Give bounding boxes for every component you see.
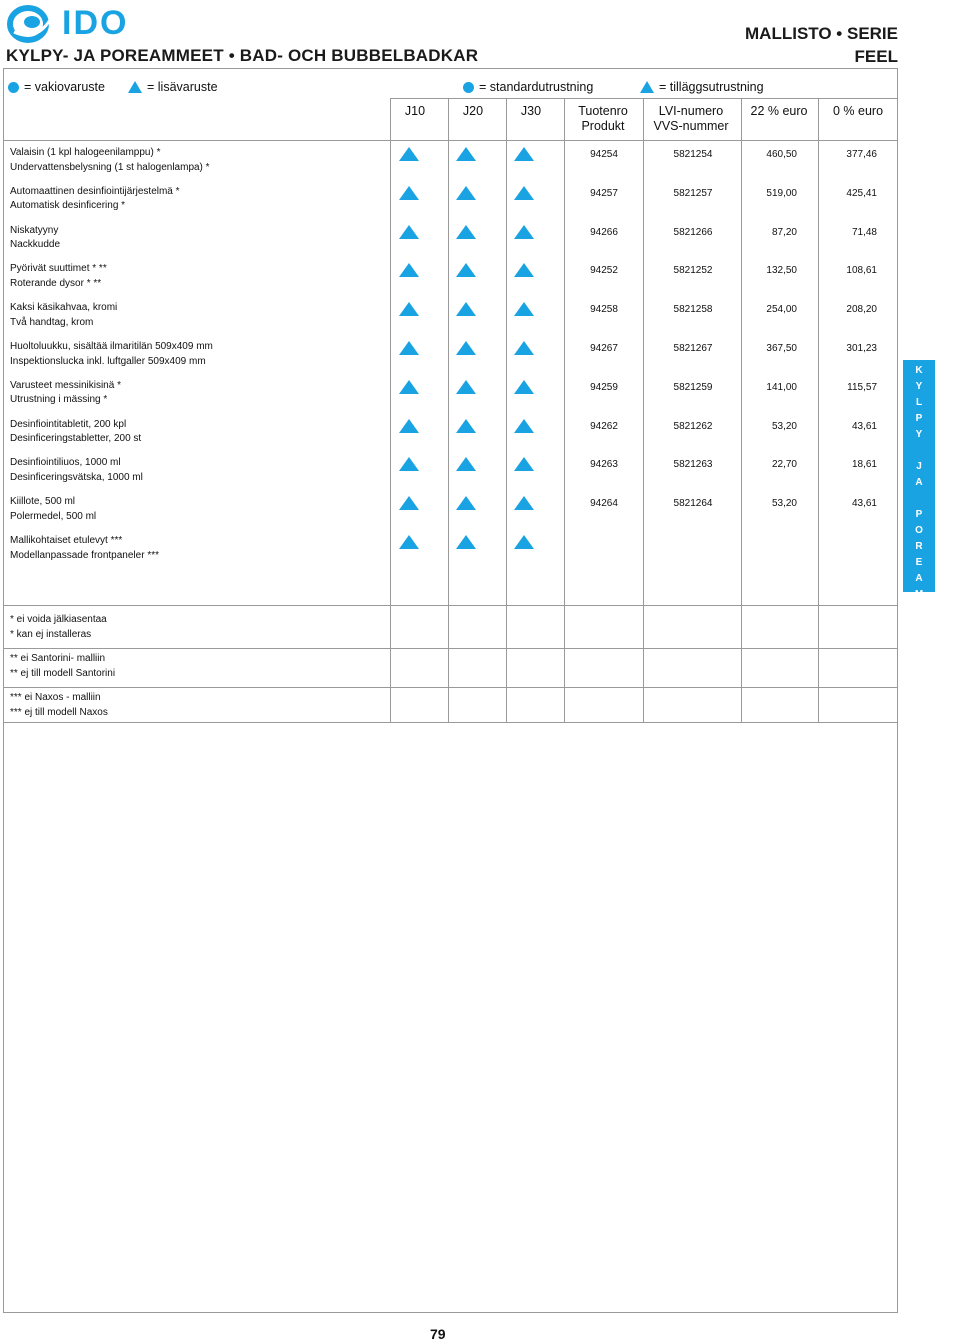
- optional-triangle-icon: [456, 535, 476, 549]
- sidebar-letter: R: [915, 541, 923, 552]
- item-name-sv: Automatisk desinficering *: [10, 200, 126, 212]
- sidebar-letter: L: [915, 397, 923, 408]
- price-novat: 18,61: [851, 459, 877, 471]
- item-description: [10, 146, 210, 175]
- page-title: KYLPY- JA POREAMMEET • BAD- OCH BUBBELBADKAR: [6, 46, 479, 65]
- item-description: [10, 301, 117, 330]
- standard-dot-icon: [463, 82, 474, 93]
- footnote-fi: * ei voida jälkiasentaa: [10, 614, 107, 625]
- price-vat: 254,00: [766, 304, 797, 316]
- legend-fi-standard: [8, 80, 105, 94]
- item-name-fi: Pyörivät suuttimet * **: [10, 263, 107, 275]
- optional-triangle-icon: [514, 419, 534, 433]
- optional-triangle-icon: [456, 147, 476, 161]
- footnote: [10, 652, 115, 681]
- logo-text: IDO: [62, 4, 129, 42]
- product-number: 94267: [590, 343, 618, 354]
- lvi-number: 5821254: [673, 149, 713, 160]
- optional-triangle-icon: [399, 496, 419, 510]
- sidebar-letter: E: [915, 637, 923, 648]
- optional-triangle-icon: [456, 419, 476, 433]
- column-divider: [448, 98, 449, 722]
- item-name-fi: Varusteet messinikisinä *: [10, 379, 121, 391]
- price-vat: 141,00: [766, 381, 797, 393]
- price-novat: 71,48: [851, 226, 877, 238]
- legend-sv-standard: [463, 80, 593, 94]
- footnote: [10, 691, 108, 720]
- table-frame: [3, 68, 898, 1313]
- col-header-product-fi: Tuotenro: [578, 104, 628, 118]
- divider: [390, 98, 898, 99]
- item-name-fi: Kaksi käsikahvaa, kromi: [10, 302, 118, 314]
- item-description: [10, 185, 180, 214]
- optional-triangle-icon: [514, 535, 534, 549]
- product-number: 94263: [590, 459, 618, 471]
- optional-triangle-icon: [514, 302, 534, 316]
- footnote-sv: * kan ej installeras: [10, 628, 92, 640]
- collection-line2: FEEL: [854, 47, 898, 66]
- col-header-j30: J30: [520, 104, 542, 118]
- optional-triangle-icon: [456, 496, 476, 510]
- lvi-number: 5821257: [673, 187, 713, 199]
- optional-triangle-icon: [399, 225, 419, 239]
- lvi-number: 5821258: [673, 304, 713, 316]
- col-header-price-vat: 22 % euro: [750, 104, 808, 118]
- col-header-lvi-sv: VVS-nummer: [653, 119, 729, 133]
- page-number: 79: [430, 1326, 446, 1342]
- price-novat: 301,23: [846, 343, 877, 354]
- item-name-sv: Modellanpassade frontpaneler ***: [10, 549, 159, 561]
- item-description: [10, 379, 121, 408]
- product-number: 94264: [590, 498, 618, 510]
- item-name-fi: Automaattinen desinfiointijärjestelmä *: [10, 185, 180, 197]
- sidebar-letter: [903, 443, 935, 459]
- price-vat: 367,50: [766, 343, 797, 354]
- optional-triangle-icon: [456, 457, 476, 471]
- item-name-fi: Kiillote, 500 ml: [10, 496, 76, 508]
- optional-triangle-icon: [640, 81, 654, 93]
- footnote-sv: *** ej till modell Naxos: [10, 706, 108, 718]
- item-name-fi: Desinfiointitabletit, 200 kpl: [10, 418, 127, 430]
- optional-triangle-icon: [514, 341, 534, 355]
- optional-triangle-icon: [399, 535, 419, 549]
- legend-label: = tilläggsutrustning: [659, 80, 764, 94]
- item-description: [10, 495, 96, 524]
- col-header-j20: J20: [462, 104, 484, 118]
- optional-triangle-icon: [399, 147, 419, 161]
- sidebar-tab: [903, 360, 935, 664]
- optional-triangle-icon: [514, 380, 534, 394]
- price-vat: 519,00: [766, 187, 797, 199]
- item-description: [10, 534, 159, 563]
- item-description: [10, 340, 213, 369]
- col-header-lvi: [645, 104, 737, 134]
- item-description: [10, 418, 141, 447]
- column-divider: [643, 98, 644, 722]
- optional-triangle-icon: [128, 81, 142, 93]
- lvi-number: 5821252: [673, 265, 713, 277]
- optional-triangle-icon: [399, 341, 419, 355]
- sidebar-letter: O: [915, 525, 923, 536]
- item-name-fi: Desinfiointiliuos, 1000 ml: [10, 457, 121, 469]
- lvi-number: 5821266: [673, 226, 713, 238]
- sidebar-letter: Y: [915, 381, 923, 392]
- optional-triangle-icon: [456, 186, 476, 200]
- column-divider: [390, 98, 391, 722]
- sidebar-letter: Y: [915, 429, 923, 440]
- col-header-j10: J10: [404, 104, 426, 118]
- optional-triangle-icon: [456, 302, 476, 316]
- col-header-lvi-fi: LVI-numero: [658, 104, 724, 118]
- legend-label: = vakiovaruste: [24, 80, 105, 94]
- optional-triangle-icon: [456, 263, 476, 277]
- divider: [3, 140, 898, 141]
- footnote-sv: ** ej till modell Santorini: [10, 667, 116, 679]
- collection-line1: MALLISTO • SERIE: [745, 24, 898, 43]
- price-novat: 425,41: [846, 187, 877, 199]
- item-name-sv: Nackkudde: [10, 239, 61, 251]
- column-divider: [564, 98, 565, 722]
- optional-triangle-icon: [514, 457, 534, 471]
- product-number: 94262: [590, 420, 618, 432]
- price-novat: 208,20: [846, 304, 877, 316]
- price-vat: 53,20: [771, 498, 797, 510]
- optional-triangle-icon: [514, 147, 534, 161]
- sidebar-letter: P: [915, 509, 923, 520]
- item-name-sv: Polermedel, 500 ml: [10, 510, 97, 522]
- collection-title: [745, 22, 898, 68]
- sidebar-letter: [903, 491, 935, 507]
- price-vat: 460,50: [766, 149, 797, 160]
- item-name-fi: Mallikohtaiset etulevyt ***: [10, 535, 123, 546]
- price-novat: 115,57: [847, 381, 877, 393]
- divider: [3, 605, 898, 606]
- price-vat: 87,20: [771, 226, 797, 238]
- sidebar-letter: P: [915, 413, 923, 424]
- divider: [3, 687, 898, 688]
- product-number: 94252: [590, 265, 618, 277]
- optional-triangle-icon: [456, 341, 476, 355]
- optional-triangle-icon: [399, 419, 419, 433]
- product-number: 94258: [590, 304, 618, 316]
- lvi-number: 5821259: [673, 381, 713, 393]
- optional-triangle-icon: [399, 302, 419, 316]
- lvi-number: 5821267: [673, 343, 713, 354]
- price-vat: 22,70: [771, 459, 797, 471]
- sidebar-letter: E: [915, 621, 923, 632]
- col-header-product-sv: Produkt: [581, 119, 625, 133]
- price-novat: 43,61: [851, 420, 877, 432]
- standard-dot-icon: [8, 82, 19, 93]
- sidebar-letter: A: [915, 477, 923, 488]
- item-description: [10, 262, 107, 291]
- item-description: [10, 224, 60, 253]
- legend-sv-optional: [640, 80, 764, 94]
- col-header-product: [565, 104, 641, 134]
- item-name-sv: Två handtag, krom: [10, 316, 94, 328]
- optional-triangle-icon: [399, 380, 419, 394]
- optional-triangle-icon: [514, 263, 534, 277]
- sidebar-letter: M: [914, 605, 924, 616]
- price-vat: 53,20: [771, 420, 797, 432]
- optional-triangle-icon: [514, 225, 534, 239]
- optional-triangle-icon: [399, 457, 419, 471]
- legend-label: = standardutrustning: [479, 80, 594, 94]
- product-number: 94254: [590, 149, 618, 160]
- product-number: 94257: [590, 187, 618, 199]
- item-name-fi: Valaisin (1 kpl halogeenilamppu) *: [10, 147, 161, 158]
- item-name-sv: Desinficeringstabletter, 200 st: [10, 433, 142, 445]
- item-name-sv: Undervattensbelysning (1 st halogenlampa) *: [10, 161, 210, 173]
- sidebar-letter: J: [916, 461, 922, 472]
- item-name-fi: Niskatyyny: [10, 224, 59, 236]
- lvi-number: 5821262: [673, 420, 713, 432]
- item-name-sv: Utrustning i mässing *: [10, 394, 108, 406]
- divider: [3, 722, 898, 723]
- item-name-sv: Desinficeringsvätska, 1000 ml: [10, 471, 143, 483]
- item-name-fi: Huoltoluukku, sisältää ilmaritilän 509x409 mm: [10, 341, 213, 352]
- sidebar-letter: M: [914, 589, 924, 600]
- optional-triangle-icon: [456, 380, 476, 394]
- column-divider: [506, 98, 507, 722]
- lvi-number: 5821263: [673, 459, 713, 471]
- column-divider: [818, 98, 819, 722]
- sidebar-letter: K: [915, 365, 923, 376]
- legend-fi-optional: [128, 80, 218, 94]
- price-novat: 108,61: [846, 265, 877, 277]
- sidebar-letter: E: [915, 557, 923, 568]
- item-name-sv: Inspektionslucka inkl. luftgaller 509x409 mm: [10, 355, 206, 367]
- sidebar-letter: A: [915, 573, 923, 584]
- price-vat: 132,50: [766, 265, 797, 277]
- price-novat: 43,61: [851, 498, 877, 510]
- lvi-number: 5821264: [673, 498, 713, 510]
- optional-triangle-icon: [514, 186, 534, 200]
- legend-label: = lisävaruste: [147, 80, 218, 94]
- sidebar-letter: T: [915, 653, 923, 664]
- sidebar-label: [903, 363, 935, 667]
- item-name-sv: Roterande dysor * **: [10, 277, 102, 289]
- column-divider: [741, 98, 742, 722]
- price-novat: 377,46: [846, 149, 877, 160]
- ido-logo: [6, 2, 156, 46]
- footnote-fi: ** ei Santorini- malliin: [10, 653, 106, 664]
- optional-triangle-icon: [399, 263, 419, 277]
- col-header-price-novat: 0 % euro: [832, 104, 884, 118]
- optional-triangle-icon: [399, 186, 419, 200]
- product-number: 94266: [590, 226, 618, 238]
- optional-triangle-icon: [514, 496, 534, 510]
- footnote: [10, 613, 107, 642]
- footnote-fi: *** ei Naxos - malliin: [10, 692, 101, 703]
- divider: [3, 648, 898, 649]
- item-description: [10, 456, 143, 485]
- optional-triangle-icon: [456, 225, 476, 239]
- product-number: 94259: [590, 381, 618, 393]
